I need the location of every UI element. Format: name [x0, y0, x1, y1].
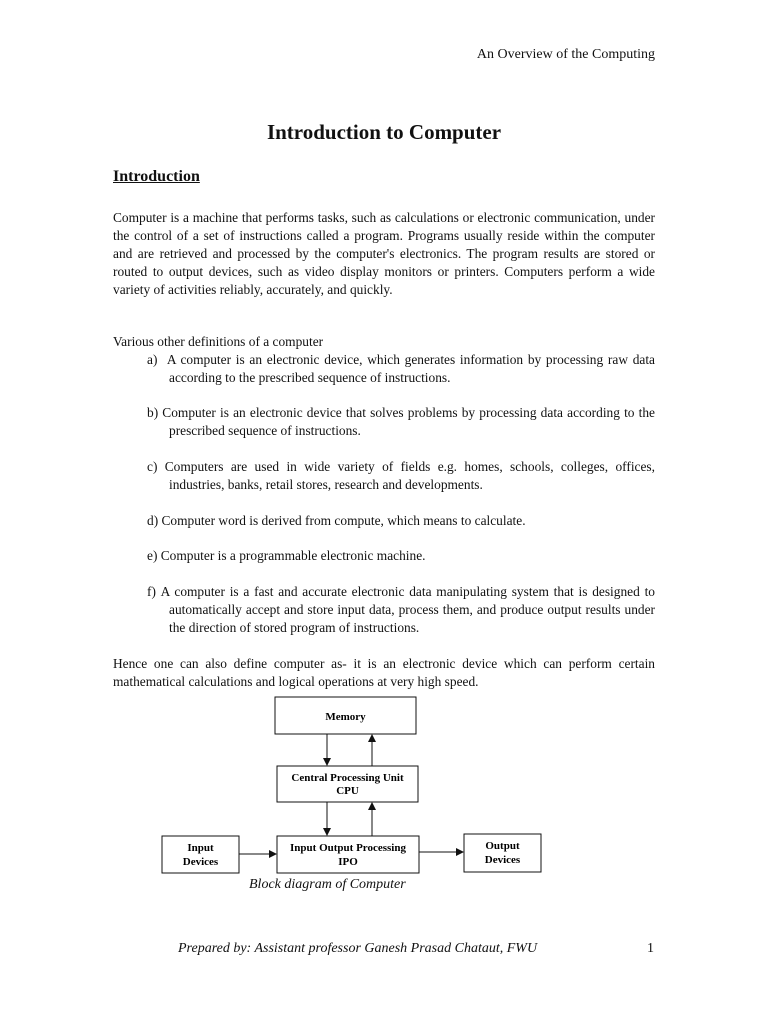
definition-item-d: d) Computer word is derived from compute, which means to calculate. — [147, 513, 526, 528]
page-title: Introduction to Computer — [266, 120, 502, 144]
footer-prepared-by: Prepared by: Assistant professor Ganesh Prasad Chataut, FWU — [178, 941, 538, 956]
hence-paragraph: Hence one can also define computer as- it is an electronic device which can perform certain mathematical calculations and logical operations at very high speed. — [113, 656, 655, 689]
definitions-intro: Various other definitions of a computer — [113, 334, 324, 349]
definition-item-f: f) A computer is a fast and accurate electronic data manipulating system that is designed to automatically accept and store input data, process them, and produce output results under the direction of stored program of instructions. — [147, 584, 655, 635]
intro-paragraph: Computer is a machine that performs tasks, such as calculations or electronic communication, under the control of a set of instructions called a program. Programs usually reside within the computer and are retrieved and processed by the computer's electronics. The program results are stored or routed to output devices, such as video display monitors or printers. Computers perform a wide variety of activities reliably, accurately, and quickly. — [113, 210, 655, 297]
page-number: 1 — [647, 941, 654, 956]
definition-item-c: c) Computers are used in wide variety of fields e.g. homes, schools, colleges, offices, industries, banks, retail stores, research and developments. — [147, 459, 655, 492]
ipo-label-line1: Input Output Processing — [290, 842, 406, 854]
output-label-line2: Devices — [484, 854, 521, 866]
definition-item-a: a) A computer is an electronic device, which generates information by processing raw data according to the prescribed sequence of instructions. — [147, 352, 655, 385]
section-heading: Introduction — [113, 168, 200, 185]
input-label-line2: Devices — [182, 856, 219, 868]
diagram-caption: Block diagram of Computer — [249, 877, 406, 892]
cpu-label-line2: CPU — [336, 785, 359, 797]
ipo-label-line2: IPO — [338, 856, 358, 868]
input-label-line1: Input — [187, 842, 214, 854]
output-label-line1: Output — [485, 840, 520, 852]
definition-item-b: b) Computer is an electronic device that solves problems by processing data according to the prescribed sequence of instructions. — [147, 405, 655, 438]
running-header: An Overview of the Computing — [476, 47, 655, 62]
memory-label: Memory — [325, 711, 366, 723]
block-diagram — [150, 690, 560, 880]
definition-item-e: e) Computer is a programmable electronic machine. — [147, 548, 426, 563]
cpu-label-line1: Central Processing Unit — [291, 772, 404, 784]
